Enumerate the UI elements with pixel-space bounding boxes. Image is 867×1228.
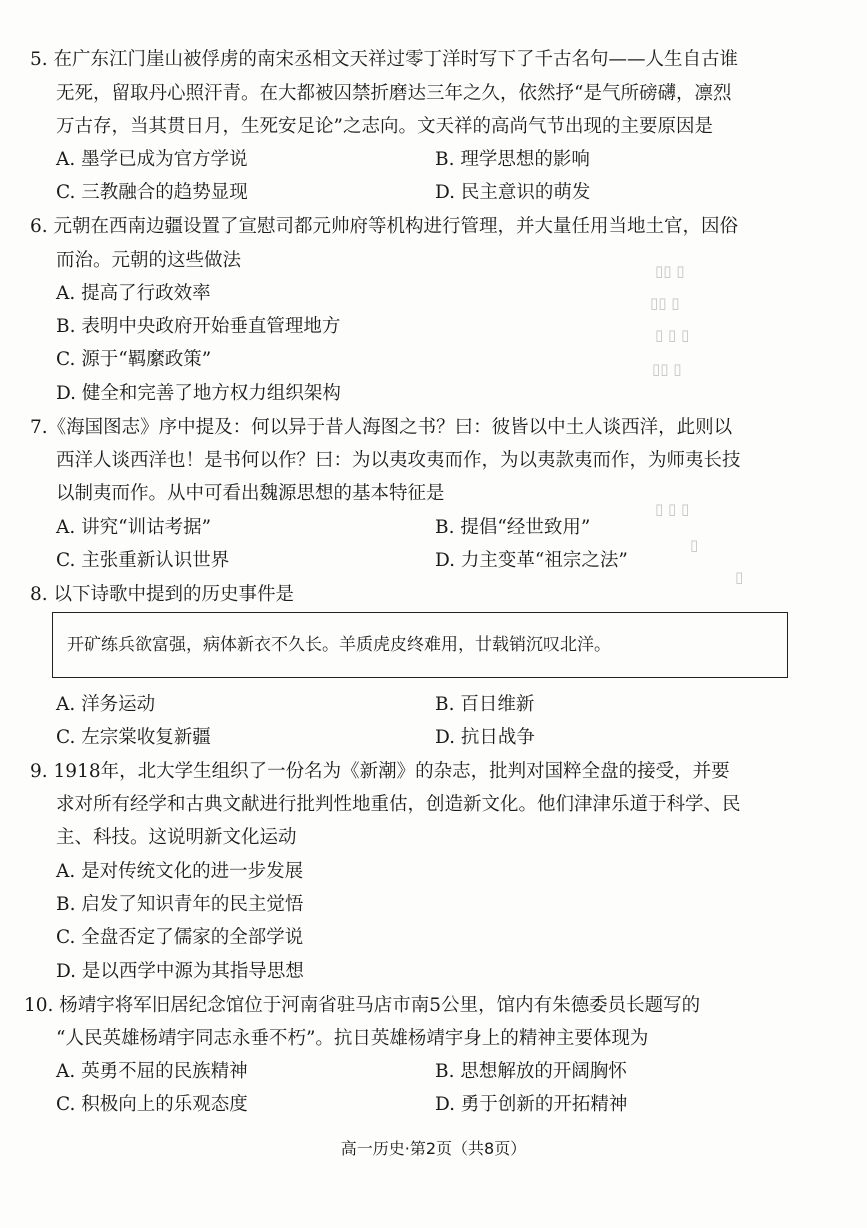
bleed-through-mark: ▯ ▯ ▯ xyxy=(655,326,690,344)
q7-stem-line-1: 7.《海国图志》序中提及：何以异于昔人海图之书？曰：彼皆以中土人谈西洋，此则以 xyxy=(30,417,733,438)
q8-option-c: C. 左宗棠收复新疆 xyxy=(56,727,211,748)
q9-stem-line-3: 主、科技。这说明新文化运动 xyxy=(56,827,297,848)
q10-stem-line-2: “人民英雄杨靖宇同志永垂不朽”。抗日英雄杨靖宇身上的精神主要体现为 xyxy=(56,1028,649,1049)
q9-option-d: D. 是以西学中源为其指导思想 xyxy=(56,961,304,982)
q6-option-c: C. 源于“羁縻政策” xyxy=(56,349,212,370)
q5-option-c: C. 三教融合的趋势显现 xyxy=(56,182,248,203)
q8-stem-line-1: 8. 以下诗歌中提到的历史事件是 xyxy=(30,584,295,605)
q7-stem-line-3: 以制夷而作。从中可看出魏源思想的基本特征是 xyxy=(56,483,445,504)
bleed-through-mark: ▯▯ ▯ xyxy=(655,262,685,280)
bleed-through-mark: ▯▯ ▯ xyxy=(652,360,682,378)
q10-stem-line-1: 10. 杨靖宇将军旧居纪念馆位于河南省驻马店市南5公里，馆内有朱德委员长题写的 xyxy=(24,995,701,1016)
poem-box xyxy=(52,612,788,678)
q6-option-b: B. 表明中央政府开始垂直管理地方 xyxy=(56,316,341,337)
q7-option-b: B. 提倡“经世致用” xyxy=(435,517,591,538)
page-footer: 高一历史·第2页（共8页） xyxy=(340,1139,527,1158)
q9-option-c: C. 全盘否定了儒家的全部学说 xyxy=(56,927,304,948)
poem-text: 开矿练兵欲富强，病体新衣不久长。羊质虎皮终难用，廿载销沉叹北洋。 xyxy=(67,635,611,655)
q5-stem-line-1: 5. 在广东江门崖山被俘虏的南宋丞相文天祥过零丁洋时写下了千古名句——人生自古谁 xyxy=(30,49,739,70)
bleed-through-mark: ▯ ▯ ▯ xyxy=(655,500,690,518)
q10-option-b: B. 思想解放的开阔胸怀 xyxy=(435,1061,627,1082)
q9-option-b: B. 启发了知识青年的民主觉悟 xyxy=(56,894,304,915)
q7-option-c: C. 主张重新认识世界 xyxy=(56,550,230,571)
q10-option-a: A. 英勇不屈的民族精神 xyxy=(56,1061,248,1082)
q6-stem-line-2: 而治。元朝的这些做法 xyxy=(56,250,242,271)
q5-option-b: B. 理学思想的影响 xyxy=(435,149,590,170)
q7-option-d: D. 力主变革“祖宗之法” xyxy=(435,550,628,571)
bleed-through-mark: ▯▯ ▯ xyxy=(650,294,680,312)
q10-option-d: D. 勇于创新的开拓精神 xyxy=(435,1094,628,1115)
q8-option-b: B. 百日维新 xyxy=(435,694,535,715)
q5-stem-line-3: 万古存，当其贯日月，生死安足论”之志向。文天祥的高尚气节出现的主要原因是 xyxy=(56,116,713,137)
q10-option-c: C. 积极向上的乐观态度 xyxy=(56,1094,248,1115)
q7-stem-line-2: 西洋人谈西洋也！是书何以作？曰：为以夷攻夷而作，为以夷款夷而作，为师夷长技 xyxy=(56,450,741,471)
q8-option-d: D. 抗日战争 xyxy=(435,727,535,748)
q8-option-a: A. 洋务运动 xyxy=(56,694,156,715)
q5-option-d: D. 民主意识的萌发 xyxy=(435,182,591,203)
q7-option-a: A. 讲究“训诂考据” xyxy=(56,517,212,538)
bleed-through-mark: ▯ xyxy=(735,568,744,586)
q5-option-a: A. 墨学已成为官方学说 xyxy=(56,149,248,170)
q6-option-d: D. 健全和完善了地方权力组织架构 xyxy=(56,383,341,404)
q6-stem-line-1: 6. 元朝在西南边疆设置了宣慰司都元帅府等机构进行管理，并大量任用当地土官，因俗 xyxy=(30,216,739,237)
q9-stem-line-1: 9. 1918年，北大学生组织了一份名为《新潮》的杂志，批判对国粹全盘的接受，并要 xyxy=(30,761,730,782)
q9-stem-line-2: 求对所有经学和古典文献进行批判性地重估，创造新文化。他们津津乐道于科学、民 xyxy=(56,794,741,815)
q5-stem-line-2: 无死，留取丹心照汗青。在大都被囚禁折磨达三年之久，依然抒“是气所磅礴，凛烈 xyxy=(56,83,732,104)
q9-option-a: A. 是对传统文化的进一步发展 xyxy=(56,861,304,882)
q6-option-a: A. 提高了行政效率 xyxy=(56,283,211,304)
bleed-through-mark: ▯ xyxy=(690,536,699,554)
